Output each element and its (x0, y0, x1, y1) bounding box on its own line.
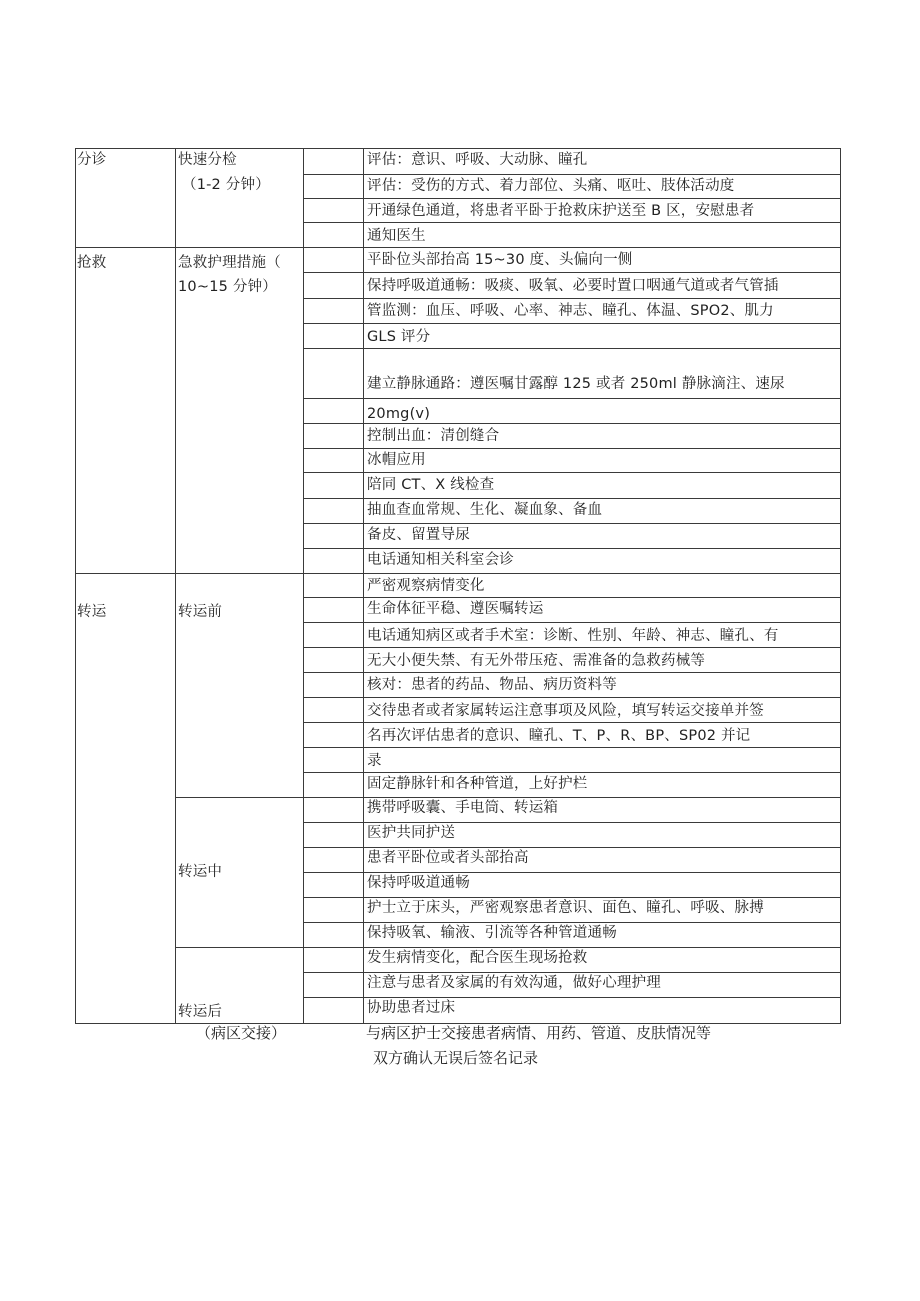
row-border-16 (303, 597, 841, 598)
step-item-transfer-12: 保持呼吸道通畅 (367, 875, 470, 891)
row-border-4 (303, 272, 841, 273)
section-label-rescue: 抢救 (77, 255, 107, 271)
footer-right-line-1: 与病区护士交接患者病情、用药、管道、皮肤情况等 (366, 1024, 712, 1042)
step-item-rescue-11: 电话通知相关科室会诊 (367, 552, 514, 568)
row-border-22 (303, 747, 841, 748)
table-top-border (75, 148, 841, 149)
phase-label-transfer-0-0: 转运前 (178, 604, 223, 620)
row-border-20 (303, 697, 841, 698)
step-item-transfer-11: 患者平卧位或者头部抬高 (367, 850, 529, 866)
row-border-27 (303, 872, 841, 873)
row-border-8 (303, 398, 841, 399)
step-item-triage-3: 通知医生 (367, 228, 426, 244)
step-item-rescue-7: 冰帽应用 (367, 452, 426, 468)
row-border-2 (303, 222, 841, 223)
phase-label-rescue-0-0: 急救护理措施（ (178, 255, 281, 271)
column-border-0 (75, 148, 76, 1024)
row-border-32 (303, 997, 841, 998)
step-item-transfer-6: 名再次评估患者的意识、瞳孔、T、P、R、BP、SP02 并记 (367, 728, 751, 744)
step-item-rescue-5: 20mg(v) (367, 406, 431, 422)
step-item-transfer-5: 交待患者或者家属转运注意事项及风险，填写转运交接单并签 (367, 703, 764, 719)
phase-label-transfer-1-0: 转运中 (178, 864, 223, 880)
column-border-3 (363, 148, 364, 1024)
row-border-18 (303, 647, 841, 648)
row-border-14 (303, 548, 841, 549)
row-border-13 (303, 523, 841, 524)
step-item-transfer-3: 无大小便失禁、有无外带压疮、需准备的急救药械等 (367, 653, 706, 669)
row-border-9 (303, 423, 841, 424)
row-border-24 (303, 797, 841, 798)
footer-right-line-2: 双方确认无误后签名记录 (373, 1049, 539, 1067)
row-border-25 (303, 822, 841, 823)
step-item-transfer-2: 电话通知病区或者手术室：诊断、性别、年龄、神志、瞳孔、有 (367, 628, 779, 644)
step-item-rescue-6: 控制出血：清创缝合 (367, 428, 500, 444)
phase-label-rescue-0-1: 10~15 分钟） (178, 279, 277, 295)
step-item-transfer-0: 严密观察病情变化 (367, 578, 485, 594)
row-border-11 (303, 472, 841, 473)
row-border-6 (303, 323, 841, 324)
section-label-triage: 分诊 (77, 152, 107, 168)
step-item-rescue-9: 抽血查血常规、生化、凝血象、备血 (367, 502, 603, 518)
row-border-17 (303, 622, 841, 623)
section-border-1 (75, 573, 304, 574)
step-item-rescue-3: GLS 评分 (367, 329, 431, 345)
subsection-border-1 (175, 947, 304, 948)
step-item-rescue-4: 建立静脉通路：遵医嘱甘露醇 125 或者 250ml 静脉滴注、速尿 (367, 376, 785, 392)
footer-left: （病区交接） (196, 1024, 287, 1042)
step-item-triage-2: 开通绿色通道，将患者平卧于抢救床护送至 B 区，安慰患者 (367, 203, 755, 219)
row-border-15 (303, 573, 841, 574)
row-border-3 (303, 247, 841, 248)
step-item-rescue-8: 陪同 CT、X 线检查 (367, 477, 495, 493)
row-border-0 (303, 174, 841, 175)
phase-label-triage-0-1: （1-2 分钟） (182, 177, 270, 193)
step-item-triage-0: 评估：意识、呼吸、大动脉、瞳孔 (367, 152, 588, 168)
step-item-transfer-10: 医护共同护送 (367, 825, 456, 841)
phase-label-triage-0-0: 快速分检 (178, 152, 237, 168)
subsection-border-0 (175, 797, 304, 798)
step-item-transfer-13: 护士立于床头，严密观察患者意识、面色、瞳孔、呼吸、脉搏 (367, 900, 764, 916)
step-item-rescue-1: 保持呼吸道通畅：吸痰、吸氧、必要时置口咽通气道或者气管插 (367, 278, 779, 294)
row-border-28 (303, 897, 841, 898)
column-border-2 (303, 148, 304, 1024)
step-item-transfer-17: 协助患者过床 (367, 1000, 456, 1016)
row-border-26 (303, 847, 841, 848)
step-item-transfer-7: 录 (367, 753, 382, 769)
step-item-transfer-9: 携带呼吸囊、手电筒、转运箱 (367, 800, 559, 816)
step-item-transfer-1: 生命体征平稳、遵医嘱转运 (367, 601, 544, 617)
row-border-23 (303, 772, 841, 773)
row-border-21 (303, 722, 841, 723)
row-border-10 (303, 448, 841, 449)
section-label-transfer: 转运 (77, 604, 107, 620)
column-border-1 (175, 148, 176, 1024)
column-border-4 (840, 148, 841, 1024)
row-border-19 (303, 672, 841, 673)
step-item-transfer-16: 注意与患者及家属的有效沟通，做好心理护理 (367, 975, 661, 991)
step-item-rescue-0: 平卧位头部抬高 15~30 度、头偏向一侧 (367, 252, 633, 268)
row-border-7 (303, 348, 841, 349)
step-item-rescue-10: 备皮、留置导尿 (367, 527, 470, 543)
row-border-30 (303, 947, 841, 948)
section-border-0 (75, 247, 304, 248)
row-border-1 (303, 198, 841, 199)
phase-label-transfer-2-0: 转运后 (178, 1004, 223, 1020)
step-item-transfer-15: 发生病情变化，配合医生现场抢救 (367, 950, 588, 966)
row-border-31 (303, 972, 841, 973)
step-item-triage-1: 评估：受伤的方式、着力部位、头痛、呕吐、肢体活动度 (367, 178, 735, 194)
step-item-transfer-8: 固定静脉针和各种管道，上好护栏 (367, 776, 588, 792)
step-item-transfer-4: 核对：患者的药品、物品、病历资料等 (367, 677, 617, 693)
row-border-29 (303, 922, 841, 923)
row-border-5 (303, 298, 841, 299)
step-item-rescue-2: 管监测：血压、呼吸、心率、神志、瞳孔、体温、SPO2、肌力 (367, 303, 774, 319)
row-border-12 (303, 498, 841, 499)
step-item-transfer-14: 保持吸氧、输液、引流等各种管道通畅 (367, 925, 617, 941)
